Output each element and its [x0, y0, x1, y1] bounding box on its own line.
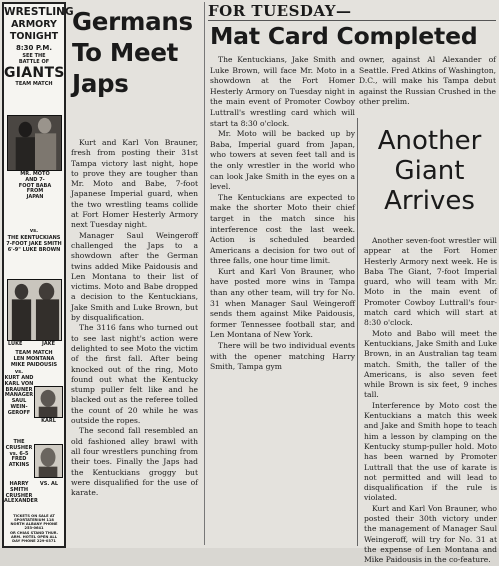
- headline-line-1: Germans: [72, 7, 193, 36]
- paragraph: Kurt and Karl Von Brauner, who have posted more wins in Tampa than any other team, will try for No. 31 when Manager Saul Weingeroff sends them against Mike Paidousis, former Tennessee football star, and Len Montana of New York.: [210, 266, 355, 340]
- wrestling-ad: [2, 2, 74, 548]
- giant-body: [364, 236, 497, 566]
- ad-title: WRESTLING: [4, 6, 74, 18]
- crusher-caption: THE CRUSHER vs. 6-5 FRED ATKINS: [5, 439, 33, 468]
- germans-story: [68, 0, 200, 548]
- tickets-info: TICKETS ON SALE AT SPORTATERIUM 118 NORTH ALBANY PHONE 253-0641: [10, 514, 58, 531]
- vs-label-3: VS. AL: [39, 481, 59, 487]
- len-mike-caption: LEN MONTANA MIKE PAIDOUSIS: [10, 356, 58, 368]
- giant-headline: [362, 126, 497, 216]
- paragraph: The Kentuckians, Jake Smith and Luke Brown, will face Mr. Moto in a showdown at the Fort Homer Hesterly Armory on Tuesday night in the main event of Promoter Cowboy Luttrall's wrestling card which will start ta 8:30 o'clock.: [210, 55, 355, 128]
- headline-line-2: To Meet: [72, 38, 179, 67]
- karl-label: KARL: [41, 418, 56, 424]
- mat-card-body: [210, 55, 355, 373]
- headline-line-3: Japs: [72, 69, 129, 98]
- ad-when: TONIGHT: [9, 30, 59, 42]
- ad-giants: GIANTS: [4, 64, 65, 81]
- kentuckians-caption: THE KENTUCKIANS 7-FOOT JAKE SMITH 6'-9" LUKE BROWN: [6, 235, 62, 253]
- moto-baba-photo: [7, 115, 62, 171]
- paragraph: Kurt and Karl Von Brauner, fresh from posting their 31st Tampa victory last night, hope to prove they are tougher than Mr. Moto and Babe, 7-foot Japanese Imperial guard, when the two wrestling teams collide at Fort Homer Hesterly Armory next Tuesday night.: [71, 138, 198, 230]
- paragraph: Moto and Babo will meet the Kentuckians, Jake Smith and Luke Brown, in an Australian tag team match. Smith, the taller of the Americans, is also seven feet while Brown is six feet, 9 inches tall.: [364, 328, 497, 400]
- paragraph: The 3116 fans who turned out to see last night's action were delighted to see Moto the victim of the first fall. After being knocked out of the ring, Moto found out what the Kentucky stump puller felt like and he blacked out as the referee tolled the count of 20 while he was outside the ropes.: [71, 323, 198, 426]
- karl-photo: [34, 386, 63, 418]
- paragraph: Interference by Moto cost the Kentuckians a match this week and Jake and Smith hope to teach him a lesson by clamping on the Kentucky stump-puller hold. Moto has been warned by Promoter Luttrall that the use of karate is not permitted and will lead to disqualification if the rule is violated.: [364, 400, 497, 503]
- brauners-caption: KURT AND KARL VON BRAUNER MANAGER SAUL WEIN-GEROFF: [4, 375, 34, 416]
- harry-caption: HARRY SMITH CRUSHER ALEXANDER: [4, 481, 38, 505]
- paragraph: Manager Saul Weingeroff challenged the Japs to a showdown after the German twins added Mike Paidousis and Len Montana to their list of victims. Moto and Babe dropped a decision to the Kentuckians, Jake Smith and Luke Brown, but by disqualification.: [71, 230, 198, 323]
- paragraph: The second fall resembled an old fashioned alley brawl with all four wrestlers punching from their toes. Finally the Japs had the Kentuckians groggy but were disqualified for the use of karate.: [71, 426, 198, 498]
- headline-line-3: Arrives: [384, 186, 475, 216]
- headline-line-1: Another: [377, 126, 482, 156]
- crusher-photo: [34, 444, 63, 478]
- paragraph: Another seven-foot wrestler will appear at the Fort Homer Hesterly Armory next week. He is Baba The Giant, 7-foot Imperial guard, who will team with Mr. Moto in the main event of Promoter Cowboy Luttrall's four-match card which will start at 8:30 o'clock.: [364, 236, 497, 328]
- ad-time: 8:30 P.M.: [16, 43, 52, 52]
- ad-team-match: TEAM MATCH: [15, 81, 53, 88]
- ad-see: SEE THE BATTLE OF: [18, 53, 50, 65]
- paragraph: The Kentuckians are expected to make the shorter Moto their chief target in the match since his interference cost the last week. Action is scheduled bearded Americans a decision for two out of three falls, one hour time limit.: [210, 192, 355, 266]
- giant-story: [357, 118, 498, 565]
- tickets-info-2: OR CHIAS STAND THUR. ARM. HOTEL OPEN ALL DAY PHONE 229-0371: [9, 531, 59, 544]
- team-match-2: TEAM MATCH: [15, 350, 53, 356]
- luke-jake-photo: [7, 279, 62, 341]
- paragraph: There will be two individual events with the opener matching Harry Smith, Tampa gym: [210, 341, 355, 372]
- germans-body: [71, 138, 198, 498]
- column-divider: [204, 2, 205, 545]
- luke-label: LUKE: [8, 341, 23, 347]
- story-kicker: FOR TUESDAY—: [208, 2, 352, 20]
- mat-card-continued: owner, against Al Alexander of Seattle. Fred Atkins of Washington, D.C., will make his Tampa debut against the Russian Crushed in the other prelim.: [359, 55, 496, 107]
- vs-label-2: vs.: [14, 369, 24, 375]
- ad-venue: ARMORY: [11, 19, 57, 31]
- mat-card-headline: Mat Card Completed: [210, 22, 478, 50]
- moto-baba-caption: MR. MOTO AND 7-FOOT BABA FROM JAPAN: [18, 171, 52, 200]
- paragraph: Mr. Moto will be backed up by Baba, Imperial guard from Japan, who towers at seven feet tall and is the only wrestler in the world who can look Jake Smith in the eyes on a level.: [210, 129, 355, 192]
- kicker-rule: [208, 20, 496, 21]
- vs-label-1: vs.: [29, 228, 39, 234]
- jake-label: JAKE: [42, 341, 56, 347]
- germans-headline: [68, 6, 193, 99]
- headline-line-2: Giant: [394, 156, 465, 186]
- paragraph: Kurt and Karl Von Brauner, who posted their 30th victory under the management of Manager Saul Weingeroff, will try for No. 31 at the expense of Len Montana and Mike Paidousis in the co-feature.: [364, 503, 497, 565]
